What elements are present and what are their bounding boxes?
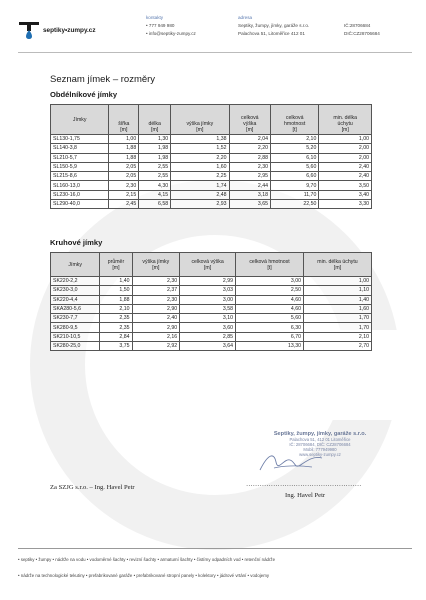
column-header: celková výška [m] — [180, 253, 236, 277]
table-cell: 2,70 — [303, 342, 371, 351]
table-cell: 9,70 — [271, 181, 319, 190]
table-row — [51, 277, 372, 286]
tank-model-cell: SK220-4,4 — [51, 295, 100, 304]
table-cell: 3,50 — [319, 181, 372, 190]
table-cell: 2,44 — [229, 181, 270, 190]
tank-model-cell: SK220-2,2 — [51, 277, 100, 286]
table-cell: 2,10 — [303, 332, 371, 341]
table-row — [51, 314, 372, 323]
table-cell: 4,15 — [139, 190, 171, 199]
table-cell: 2,45 — [109, 200, 139, 209]
table-cell: 2,93 — [171, 200, 229, 209]
stamp-address: Palachova 51, 412 01 Litoměřice — [289, 437, 351, 442]
table-cell: 2,16 — [132, 332, 180, 341]
table-cell: 2,05 — [109, 162, 139, 171]
table-cell: 1,40 — [100, 277, 132, 286]
table-header-row — [51, 105, 372, 135]
table-cell: 1,70 — [303, 323, 371, 332]
table-row — [51, 286, 372, 295]
table-cell: 2,25 — [171, 172, 229, 181]
table-row — [51, 190, 372, 199]
table-cell: 2,10 — [271, 135, 319, 144]
table-cell: 2,40 — [319, 172, 372, 181]
table-cell: 11,70 — [271, 190, 319, 199]
table-cell: 2,30 — [132, 277, 180, 286]
tank-model-cell: SKA280-5,6 — [51, 304, 100, 313]
table-cell: 3,64 — [180, 342, 236, 351]
contact-block — [146, 14, 196, 38]
table-cell: 2,30 — [132, 295, 180, 304]
tank-model-cell: SL215-8,6 — [51, 172, 109, 181]
stamp-mobile: Mobil: 777949980 — [303, 447, 337, 452]
table-cell: 6,58 — [139, 200, 171, 209]
table-cell: 3,75 — [100, 342, 132, 351]
table-row — [51, 181, 372, 190]
table-cell: 2,35 — [100, 314, 132, 323]
address-label: adresa — [238, 15, 253, 20]
table-cell: 3,00 — [180, 295, 236, 304]
table-cell: 2,92 — [132, 342, 180, 351]
table-row — [51, 342, 372, 351]
table-cell: 2,15 — [109, 190, 139, 199]
table-cell: 2,88 — [229, 153, 270, 162]
table-cell: 2,37 — [132, 286, 180, 295]
email-address[interactable]: • info@septiky-zumpy.cz — [146, 31, 196, 36]
stamp-ids: IČ: 28706684, DIČ: CZ28706684 — [289, 442, 351, 447]
table-cell: 6,10 — [271, 153, 319, 162]
table-cell: 2,95 — [229, 172, 270, 181]
footer-services-line2: • nádrže na technologické tekutiny • prefabrikované garáže • prefabrikované stropní panely • kolektory • jádrové vrtání • vodojemy — [18, 573, 270, 578]
table-cell: 2,35 — [100, 323, 132, 332]
table-cell: 6,70 — [236, 332, 304, 341]
table-cell: 6,30 — [236, 323, 304, 332]
logo-text: septiky•zumpy.cz — [43, 26, 96, 34]
table-cell: 2,05 — [109, 172, 139, 181]
table-cell: 2,40 — [319, 162, 372, 171]
table-cell: 1,38 — [171, 135, 229, 144]
column-header: Jímky — [51, 253, 100, 277]
table-cell: 2,30 — [229, 162, 270, 171]
tank-model-cell: SL150-5,9 — [51, 162, 109, 171]
table-cell: 2,30 — [109, 181, 139, 190]
street-address: Palachova 51, Litoměřice 412 01 — [238, 31, 305, 36]
rectangular-tanks-table — [50, 104, 372, 209]
table-cell: 1,74 — [171, 181, 229, 190]
table-cell: 2,90 — [132, 323, 180, 332]
table-cell: 4,60 — [236, 295, 304, 304]
table-cell: 2,84 — [100, 332, 132, 341]
tank-model-cell: SK230-3,0 — [51, 286, 100, 295]
column-header: celková hmotnost [t] — [236, 253, 304, 277]
table-cell: 1,98 — [139, 144, 171, 153]
tank-model-cell: SL230-16,0 — [51, 190, 109, 199]
column-header: výška jímky [m] — [132, 253, 180, 277]
table-cell: 2,20 — [229, 144, 270, 153]
tank-model-cell: SK230-7,7 — [51, 314, 100, 323]
column-header: min. délka úchytu [m] — [303, 253, 371, 277]
company-name: Septiky, žumpy, jímky, garáže s.r.o. — [238, 23, 310, 28]
table-cell: 4,30 — [139, 181, 171, 190]
rect-section-heading: Obdélníkové jímky — [50, 90, 118, 99]
table-cell: 1,00 — [319, 135, 372, 144]
table-row — [51, 162, 372, 171]
table-cell: 3,18 — [229, 190, 270, 199]
table-cell: 13,30 — [236, 342, 304, 351]
company-logo — [18, 16, 138, 44]
table-cell: 2,10 — [100, 304, 132, 313]
contact-label: kontakty — [146, 15, 164, 20]
table-row — [51, 172, 372, 181]
column-header: celková výška [m] — [229, 105, 270, 135]
table-cell: 1,88 — [100, 295, 132, 304]
column-header: Jímky — [51, 105, 109, 135]
table-cell: 3,30 — [319, 200, 372, 209]
table-row — [51, 295, 372, 304]
table-cell: 3,65 — [229, 200, 270, 209]
ico-number: IČ:28706684 — [344, 23, 371, 28]
table-cell: 2,55 — [139, 172, 171, 181]
footer-services-line1: • septiky • žumpy • nádrže na vodu • vodoměrné šachty • revizní šachty • armatumí šachty • čistírny odpadních vod • retenční nádrže — [18, 557, 276, 562]
tank-model-cell: SL210-5,7 — [51, 153, 109, 162]
table-cell: 3,58 — [180, 304, 236, 313]
tank-model-cell: SK280-25,0 — [51, 342, 100, 351]
table-cell: 5,60 — [236, 314, 304, 323]
table-cell: 1,70 — [303, 314, 371, 323]
table-cell: 2,20 — [171, 153, 229, 162]
table-cell: 1,88 — [109, 153, 139, 162]
table-cell: 6,60 — [271, 172, 319, 181]
table-cell: 5,20 — [271, 144, 319, 153]
table-cell: 3,10 — [180, 314, 236, 323]
table-row — [51, 135, 372, 144]
header-divider — [18, 52, 412, 53]
table-cell: 1,00 — [109, 135, 139, 144]
table-cell: 22,50 — [271, 200, 319, 209]
table-cell: 1,10 — [303, 286, 371, 295]
letterhead — [18, 14, 412, 54]
table-row — [51, 323, 372, 332]
column-header: šířka [m] — [109, 105, 139, 135]
table-cell: 1,30 — [139, 135, 171, 144]
table-cell: 1,40 — [303, 295, 371, 304]
table-cell: 2,40 — [132, 314, 180, 323]
table-cell: 3,03 — [180, 286, 236, 295]
table-cell: 1,60 — [303, 304, 371, 313]
table-cell: 1,50 — [100, 286, 132, 295]
table-cell: 3,40 — [319, 190, 372, 199]
column-header: délka [m] — [139, 105, 171, 135]
tank-model-cell: SL130-1,75 — [51, 135, 109, 144]
table-row — [51, 153, 372, 162]
table-cell: 2,99 — [180, 277, 236, 286]
column-header: min. délka úchytu [m] — [319, 105, 372, 135]
dic-number: DIČ:CZ28706684 — [344, 31, 380, 36]
table-cell: 3,00 — [236, 277, 304, 286]
round-tanks-table — [50, 252, 372, 351]
table-row — [51, 200, 372, 209]
table-cell: 2,85 — [180, 332, 236, 341]
table-cell: 1,52 — [171, 144, 229, 153]
stamp-web: www.septiky-zumpy.cz — [299, 452, 341, 457]
tank-model-cell: SL290-40,0 — [51, 200, 109, 209]
logo-pipe-icon — [18, 19, 40, 41]
column-header: průměr [m] — [100, 253, 132, 277]
table-cell: 2,55 — [139, 162, 171, 171]
table-cell: 1,60 — [171, 162, 229, 171]
table-row — [51, 332, 372, 341]
table-cell: 1,00 — [303, 277, 371, 286]
signer-name: Ing. Havel Petr — [285, 492, 326, 499]
table-header-row — [51, 253, 372, 277]
table-cell: 4,60 — [236, 304, 304, 313]
tank-model-cell: SK280-9,5 — [51, 323, 100, 332]
tank-model-cell: SK210-10,5 — [51, 332, 100, 341]
footer-divider — [18, 548, 412, 549]
handwritten-signature — [256, 448, 326, 478]
signature-caption: Za SZJG s.r.o. – Ing. Havel Petr — [50, 484, 135, 491]
phone-number[interactable]: • 777 949 980 — [146, 23, 175, 28]
round-section-heading: Kruhové jímky — [50, 238, 103, 247]
column-header: celková hmotnost [t] — [271, 105, 319, 135]
table-cell: 1,98 — [139, 153, 171, 162]
tank-model-cell: SL140-3,8 — [51, 144, 109, 153]
column-header: výška jímky [m] — [171, 105, 229, 135]
tank-model-cell: SL160-13,0 — [51, 181, 109, 190]
table-cell: 2,00 — [319, 144, 372, 153]
table-cell: 1,88 — [109, 144, 139, 153]
table-cell: 2,04 — [229, 135, 270, 144]
table-cell: 5,60 — [271, 162, 319, 171]
table-cell: 2,50 — [236, 286, 304, 295]
table-cell: 2,48 — [171, 190, 229, 199]
table-cell: 3,60 — [180, 323, 236, 332]
stamp-company: Septiky, žumpy, jímky, garáže s.r.o. — [273, 431, 367, 437]
table-row — [51, 304, 372, 313]
table-cell: 2,00 — [319, 153, 372, 162]
signature-line: …………………………………………… — [246, 481, 362, 488]
table-cell: 2,90 — [132, 304, 180, 313]
page-title: Seznam jímek – rozměry — [50, 74, 156, 85]
registration-block — [344, 14, 380, 38]
table-row — [51, 144, 372, 153]
address-block — [238, 14, 309, 38]
